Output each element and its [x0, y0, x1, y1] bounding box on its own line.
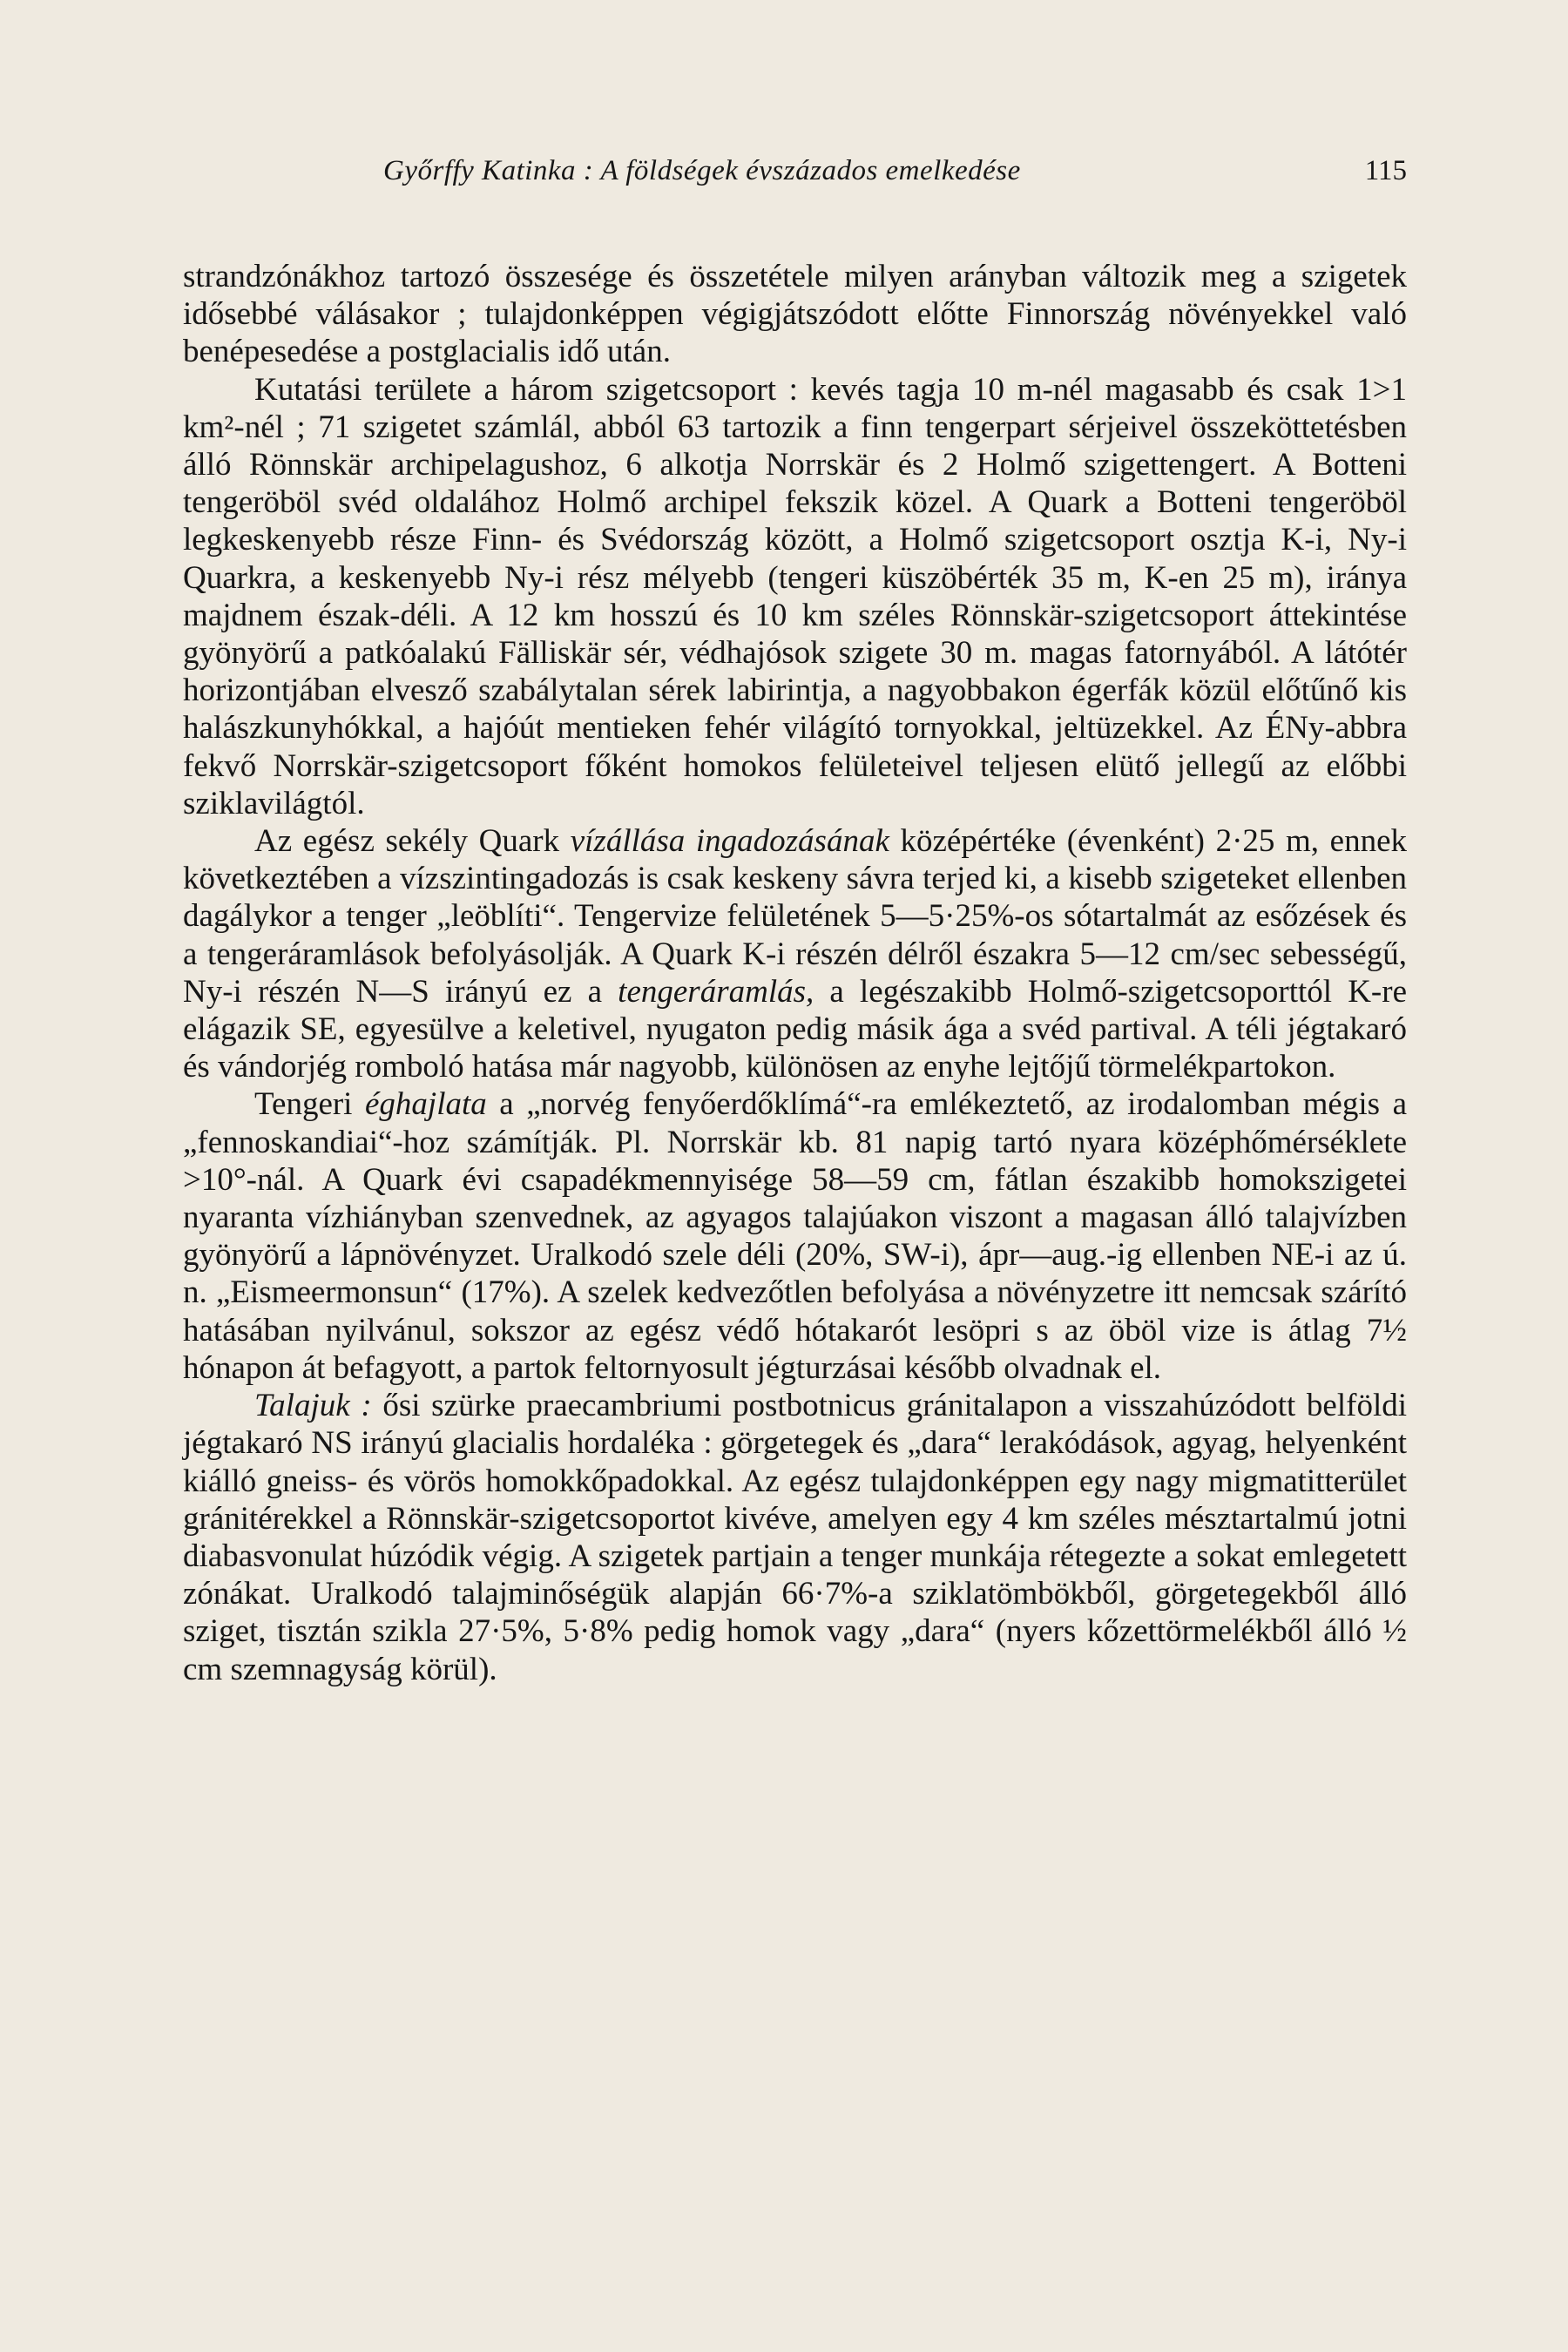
text-span: Tengeri: [254, 1086, 365, 1123]
text-span: a „norvég fenyőerdőklímá“-ra emlékeztető, az irodalomban mégis a „fennoskandiai“-hoz számítják. Pl. Norrskär kb. 81 napig tartó nyara középhőmérséklete >10°-nál. A Quark évi csapadékmennyisége 58—59 cm, fátlan északibb homokszigetei nyaranta vízhiányban szenvednek, az agyagos talajúakon viszont a magasan álló talajvízben gyönyörű a lápnövényzet. Uralkodó szele déli (20%, SW-i), ápr—aug.-ig ellenben NE-i az ú. n. „Eismeermonsun“ (17%). A szelek kedvezőtlen befolyása a növényzetre itt nemcsak szárító hatásában nyilvánul, sokszor az egész védő hótakarót lesöpri s az öböl vize is átlag 7½ hónapon át befagyott, a partok feltornyosult jégturzásai később olvadnak el.: [183, 1086, 1407, 1386]
text-span: Kutatási területe a három szigetcsoport : kevés tagja 10 m-nél magasabb és csak 1>1 km²-nél ; 71 szigetet számlál, abból 63 tartozik a finn tengerpart sérjeivel összeköttetésben álló Rönnskär archipelagushoz, 6 alkotja Norrskär és 2 Holmő szigettengert. A Botteni tengeröböl svéd oldalához Holmő archipel fekszik közel. A Quark a Botteni tengeröböl legkeskenyebb része Finn- és Svédország között, a Holmő szigetcsoport osztja K-i, Ny-i Quarkra, a keskenyebb Ny-i rész mélyebb (tengeri küszöbérték 35 m, K-en 25 m), iránya majdnem észak-déli. A 12 km hosszú és 10 km széles Rönnskär-szigetcsoport áttekintése gyönyörű a patkóalakú Fälliskär sér, védhajósok szigete 30 m. magas fatornyából. A látótér horizontjában elvesző szabálytalan sérek labirintja, a nagyobbakon égerfák közül előtűnő kis halászkunyhókkal, a hajóút mentieken fehér világító tornyokkal, jeltüzekkel. Az ÉNy-abbra fekvő Norrskär-szigetcsoport főként homokos felületeivel teljesen elütő jellegű az előbbi sziklavilágtól.: [183, 371, 1407, 821]
paragraph-kutatasi-terulet: [183, 371, 1407, 822]
page-number: 115: [1364, 155, 1407, 186]
italic-term-eghajlata: éghajlata: [365, 1086, 487, 1123]
body-text: [183, 258, 1407, 1688]
text-span: Az egész sekély Quark: [254, 823, 571, 860]
text-span: a legészakibb Holmő-szigetcsoporttól K-re elágazik SE, egyesülve a keletivel, nyugaton pedig másik ága a svéd partival. A téli jégtakaró és vándorjég romboló hatása már nagyobb, különösen az enyhe lejtőjű törmelékpartokon.: [183, 973, 1407, 1085]
italic-term-talajuk: Talajuk :: [254, 1388, 372, 1424]
paragraph-eghajlat: [183, 1085, 1407, 1387]
paragraph-vizallas: [183, 822, 1407, 1085]
text-span: ősi szürke praecambriumi postbotnicus gránitalapon a visszahúzódott belföldi jégtakaró NS irányú glacialis hordaléka : görgetegek és „dara“ lerakódások, agyag, helyenként kiálló gneiss- és vörös homokkőpadokkal. Az egész tulajdonképpen egy nagy migmatitterület gránitérekkel a Rönnskär-szigetcsoportot kivéve, amelyen egy 4 km széles mésztartalmú jotni diabasvonulat húzódik végig. A szigetek partjain a tenger munkája rétegezte a sokat emlegetett zónákat. Uralkodó talajminőségük alapján 66·7%-a sziklatömbökből, görgetegekből álló sziget, tisztán szikla 27·5%, 5·8% pedig homok vagy „dara“ (nyers kőzettörmelékből álló ½ cm szemnagyság körül).: [183, 1388, 1408, 1687]
running-title: Győrffy Katinka : A földségek évszázados emelkedése: [383, 155, 1021, 186]
page-header: [383, 155, 1407, 193]
italic-term-vizallas: vízállása ingadozásának: [570, 823, 889, 860]
paragraph-strandzonak: [183, 258, 1407, 371]
paragraph-talaj: [183, 1387, 1407, 1688]
text-span: strandzónákhoz tartozó összesége és összetétele milyen arányban változik meg a szigetek idősebbé válásakor ; tulajdonképpen végigjátszódott előtte Finnország növényekkel való benépesedése a postglacialis idő után.: [183, 259, 1407, 370]
italic-term-tengeraramlas: tengeráramlás,: [618, 973, 814, 1010]
text-span: középértéke (évenként) 2·25 m, ennek következtében a vízszintingadozás is csak keskeny sávra terjed ki, a kisebb szigeteket ellenben dagálykor a tenger „leöblíti“. Tengervize felületének 5—5·25%-os sótartalmát az esőzések és a tengeráramlások befolyásolják. A Quark K-i részén délről északra 5—12 cm/sec sebességű, Ny-i részén N—S irányú ez a: [183, 823, 1408, 1010]
